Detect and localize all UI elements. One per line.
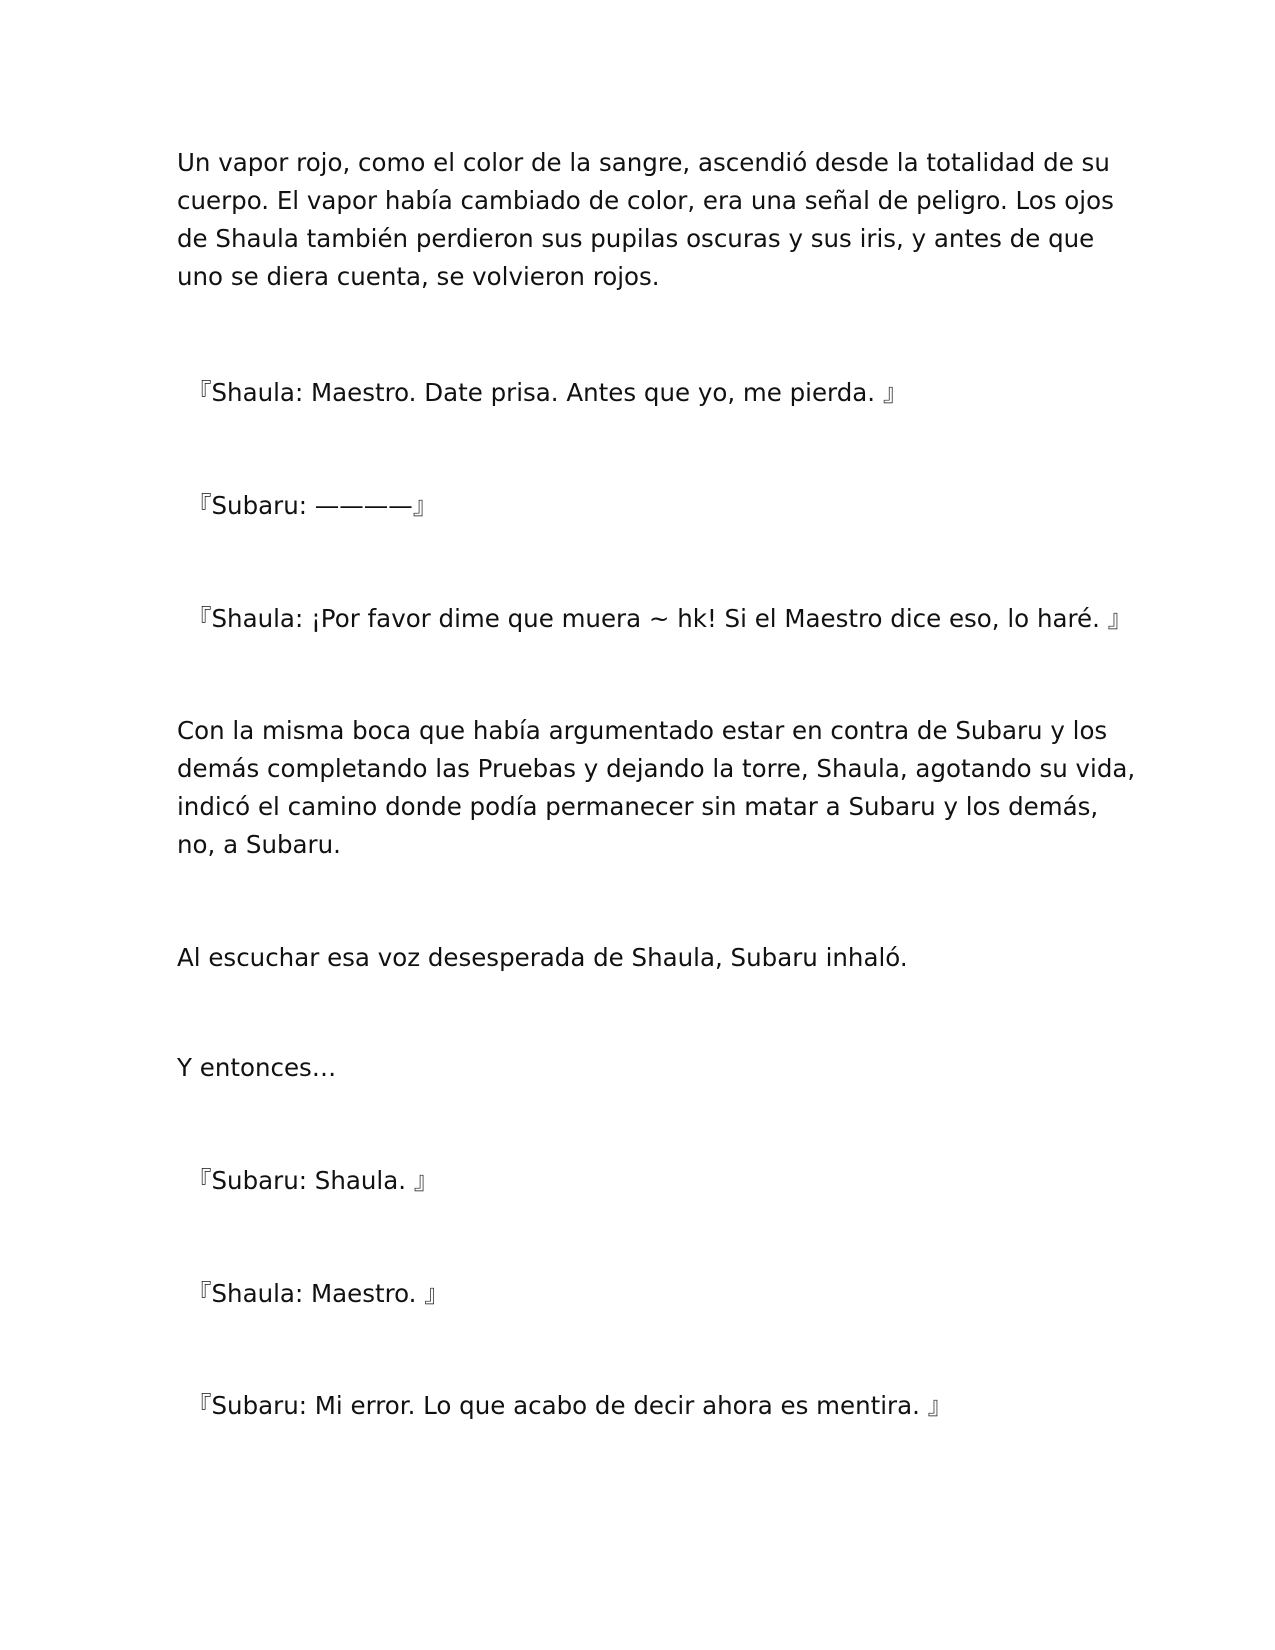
text-line: Un vapor rojo, como el color de la sangre, ascendió desde la totalidad de su [177,148,1110,177]
text-line: Y entonces… [177,1053,337,1082]
paragraph-subaru-inhaled [177,939,1107,977]
text-line: indicó el camino donde podía permanecer sin matar a Subaru y los demás, [177,792,1099,821]
dialogue-line: 『Subaru: Shaula. 』 [187,1166,439,1195]
text-line: cuerpo. El vapor había cambiado de color, era una señal de peligro. Los ojos [177,186,1114,215]
text-line: demás completando las Pruebas y dejando la torre, Shaula, agotando su vida, [177,754,1136,783]
dialogue-line: 『Shaula: Maestro. 』 [187,1279,449,1308]
text-line: de Shaula también perdieron sus pupilas oscuras y sus iris, y antes de que [177,224,1095,253]
paragraph-red-vapor [177,144,1114,296]
dialogue-subaru-shaula [187,1162,1117,1200]
dialogue-subaru-lie [187,1387,1117,1425]
text-line: Al escuchar esa voz desesperada de Shaula, Subaru inhaló. [177,943,908,972]
dialogue-shaula-maestro [187,1275,1117,1313]
text-line: uno se diera cuenta, se volvieron rojos. [177,262,660,291]
text-line: no, a Subaru. [177,830,341,859]
text-line: Con la misma boca que había argumentado estar en contra de Subaru y los [177,716,1108,745]
paragraph-same-mouth [177,712,1136,864]
dialogue-line: 『Subaru: Mi error. Lo que acabo de decir ahora es mentira. 』 [187,1391,953,1420]
paragraph-and-then [177,1049,1107,1087]
dialogue-subaru-silence [187,487,1117,525]
dialogue-line: 『Subaru: ————』 [187,491,438,520]
dialogue-line: 『Shaula: ¡Por favor dime que muera ~ hk! Si el Maestro dice eso, lo haré. 』 [187,604,1133,633]
dialogue-shaula-plea [187,600,1133,638]
dialogue-shaula-hurry [187,374,1117,412]
dialogue-line: 『Shaula: Maestro. Date prisa. Antes que yo, me pierda. 』 [187,378,908,407]
